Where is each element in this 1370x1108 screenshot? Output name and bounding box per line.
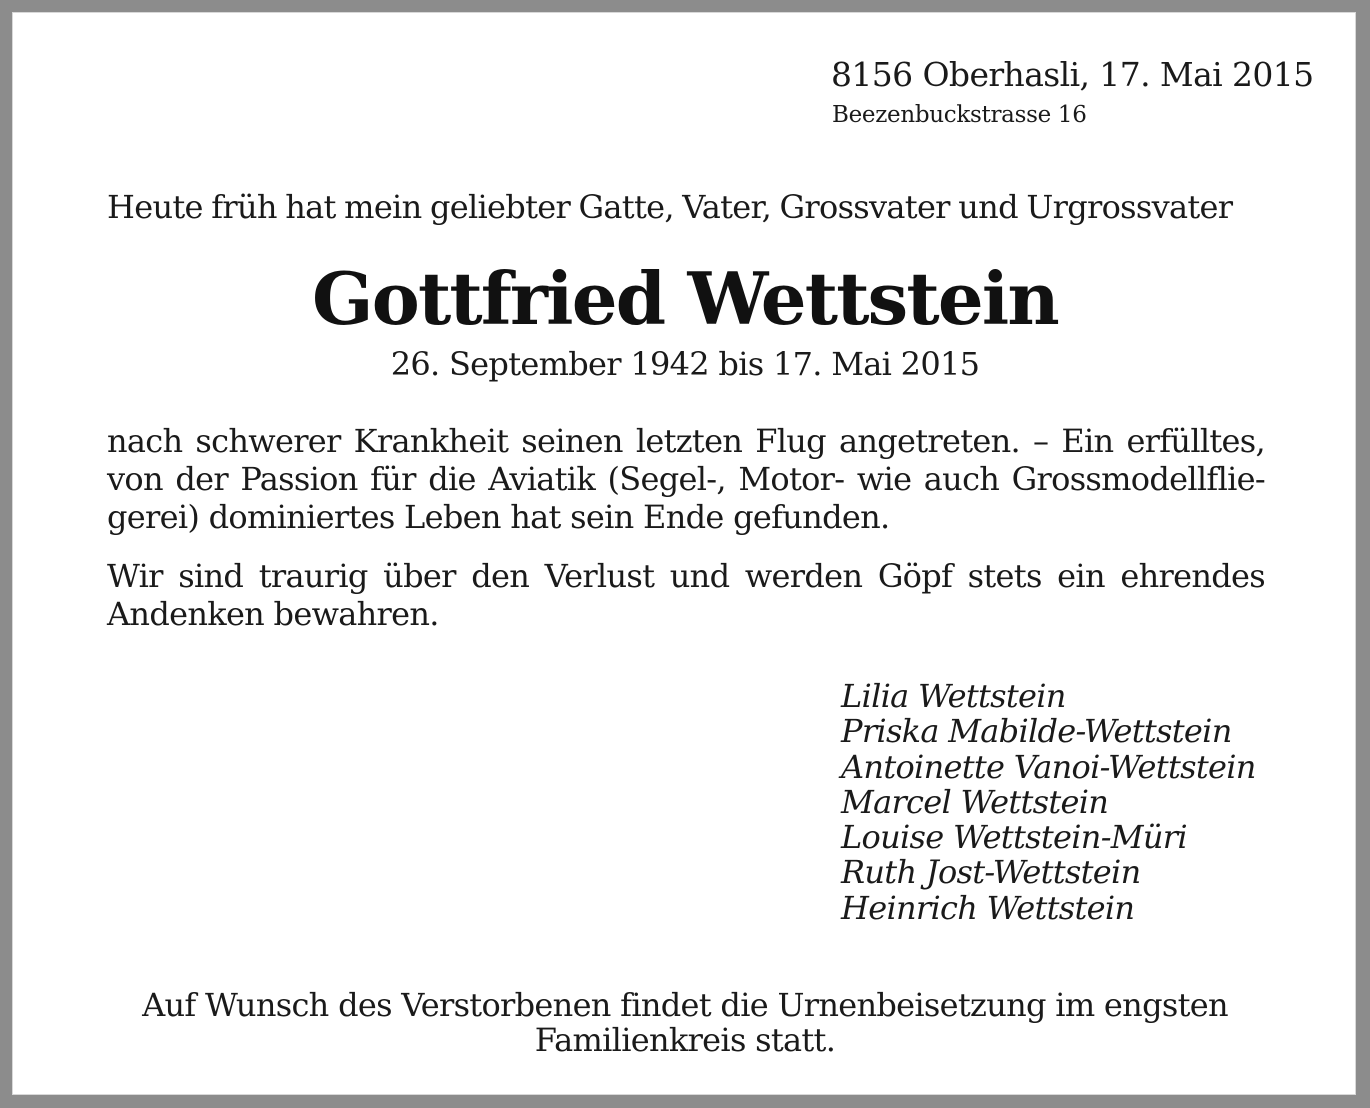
burial-notice	[53, 988, 1317, 1058]
lifespan: 26. September 1942 bis 17. Mai 2015	[390, 345, 980, 383]
paragraph-2	[107, 557, 1265, 633]
signer-name: Priska Mabilde-Wettstein	[841, 712, 1232, 751]
notice-line: Familienkreis statt.	[534, 1021, 836, 1059]
signer-name: Heinrich Wettstein	[841, 888, 1135, 927]
obituary-card	[12, 12, 1356, 1095]
signer-name: Lilia Wettstein	[841, 677, 1066, 715]
paragraph-1	[107, 422, 1265, 536]
place-date: 8156 Oberhasli, 17. Mai 2015	[831, 55, 1314, 94]
signer-name: Louise Wettstein-Müri	[841, 818, 1187, 857]
paragraph-line: nach schwerer Krankheit seinen letzten Flug angetreten. – Ein erfülltes,	[107, 422, 1265, 460]
signer-name: Marcel Wettstein	[841, 782, 1109, 821]
notice-line: Auf Wunsch des Verstorbenen findet die Urnenbeisetzung im engsten	[142, 986, 1228, 1024]
intro-text: Heute früh hat mein geliebter Gatte, Vater, Grossvater und Urgrossvater	[107, 188, 1233, 226]
signers-list	[841, 679, 1256, 926]
signer-name: Antoinette Vanoi-Wettstein	[841, 747, 1256, 786]
paragraph-line: Andenken bewahren.	[107, 595, 439, 633]
signer-name: Ruth Jost-Wettstein	[841, 853, 1141, 892]
paragraph-line: gerei) dominiertes Leben hat sein Ende gefunden.	[107, 498, 890, 536]
deceased-name: Gottfried Wettstein	[312, 256, 1058, 341]
address: Beezenbuckstrasse 16	[832, 102, 1087, 128]
paragraph-line: Wir sind traurig über den Verlust und werden Göpf stets ein ehrendes	[107, 557, 1265, 595]
paragraph-line: von der Passion für die Aviatik (Segel-, Motor- wie auch Grossmodellflie-	[107, 460, 1265, 498]
